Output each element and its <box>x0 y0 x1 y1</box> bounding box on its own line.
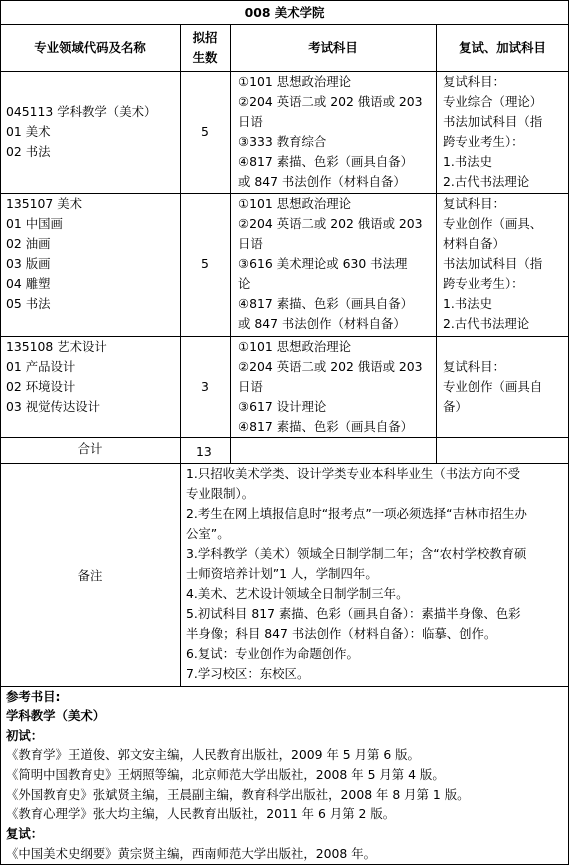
row1-retest-line: 2.古代书法理论 <box>443 174 530 189</box>
row3-exam-line: ①101 思想政治理论 <box>238 339 352 354</box>
notes-label: 备注 <box>77 568 103 583</box>
notes-line: 3.学科教学（美术）领域全日制学制二年；含“农村学校教育硕 <box>186 546 527 561</box>
header-plan-line1: 拟招 <box>192 30 218 45</box>
row3-code-line: 02 环境设计 <box>6 379 76 394</box>
rule-col2 <box>230 24 231 463</box>
row2-retest-line: 复试科目： <box>443 196 505 211</box>
row2-exam-line: ④817 素描、色彩（画具自备） <box>238 296 413 311</box>
reference-book: 《中国美术史纲要》黄宗贤主编，西南师范大学出版社，2008 年。 <box>6 846 377 861</box>
row1-retest-line: 书法加试科目（指 <box>443 114 543 129</box>
row2-exam-line: 或 847 书法创作（材料自备） <box>238 316 406 331</box>
notes-line: 专业限制）。 <box>186 486 255 501</box>
table-title: 008 美术学院 <box>244 5 325 20</box>
row1-code-line: 02 书法 <box>6 144 51 159</box>
row1-exam-line: ③333 教育综合 <box>238 134 327 149</box>
rule-col3 <box>436 24 437 463</box>
row2-retest-line: 材料自备） <box>443 236 505 251</box>
header-retest: 复试、加试科目 <box>459 40 546 55</box>
notes-line: 7.学习校区：东校区。 <box>186 666 310 681</box>
notes-line: 2.考生在网上填报信息时“报考点”一项必须选择“吉林市招生办 <box>186 506 527 521</box>
row2-exam-line: ①101 思想政治理论 <box>238 196 352 211</box>
rule-notes-bottom <box>0 686 569 687</box>
header-plan-line2: 生数 <box>192 50 218 65</box>
row1-plan: 5 <box>201 124 209 139</box>
row3-exam-line: ④817 素描、色彩（画具自备） <box>238 419 413 434</box>
notes-line: 公室”。 <box>186 526 230 541</box>
row2-exam-line: ②204 英语二或 202 俄语或 203 <box>238 216 423 231</box>
row2-exam-line: ③616 美术理论或 630 书法理 <box>238 256 408 271</box>
references-subheading: 学科教学（美术） <box>6 708 106 723</box>
total-value: 13 <box>196 444 212 459</box>
references-heading: 参考书目: <box>6 689 61 704</box>
references-retest-label: 复试： <box>6 826 44 841</box>
row2-retest-line: 书法加试科目（指 <box>443 256 543 271</box>
notes-line: 半身像；科目 847 书法创作（材料自备）：临摹、创作。 <box>186 626 497 641</box>
row3-code-line: 03 视觉传达设计 <box>6 399 101 414</box>
row3-exam-line: 日语 <box>238 379 263 394</box>
row2-retest-line: 专业创作（画具、 <box>443 216 543 231</box>
header-code: 专业领域代码及名称 <box>34 40 146 55</box>
row1-exam-line: ①101 思想政治理论 <box>238 74 352 89</box>
row2-code-line: 135107 美术 <box>6 196 83 211</box>
notes-line: 5.初试科目 817 素描、色彩（画具自备）：素描半身像、色彩 <box>186 606 521 621</box>
row1-code-line: 01 美术 <box>6 124 51 139</box>
row3-exam-line: ②204 英语二或 202 俄语或 203 <box>238 359 423 374</box>
row3-code-line: 01 产品设计 <box>6 359 76 374</box>
row1-exam-line: ④817 素描、色彩（画具自备） <box>238 154 413 169</box>
row1-retest-line: 跨专业考生）： <box>443 134 524 149</box>
reference-book: 《外国教育史》张斌贤主编，王晨副主编，教育科学出版社，2008 年 8 月第 1 版。 <box>6 787 470 802</box>
row2-exam-line: 论 <box>238 276 251 291</box>
row2-retest-line: 跨专业考生）： <box>443 276 524 291</box>
references-initial-label: 初试： <box>6 728 44 743</box>
rule-row3-bottom <box>0 437 569 438</box>
row1-retest-line: 1.书法史 <box>443 154 492 169</box>
row3-retest-line: 复试科目： <box>443 359 505 374</box>
row1-exam-line: 或 847 书法创作（材料自备） <box>238 174 406 189</box>
row1-code-line: 045113 学科教学（美术） <box>6 104 157 119</box>
row3-retest-line: 备） <box>443 399 468 414</box>
notes-line: 4.美术、艺术设计领域全日制学制三年。 <box>186 586 409 601</box>
row2-code-line: 04 雕塑 <box>6 276 51 291</box>
notes-line: 士师资培养计划”1 人，学制四年。 <box>186 566 378 581</box>
row3-exam-line: ③617 设计理论 <box>238 399 327 414</box>
notes-line: 6.复试：专业创作为命题创作。 <box>186 646 359 661</box>
row1-exam-line: 日语 <box>238 114 263 129</box>
row2-plan: 5 <box>201 256 209 271</box>
reference-book: 《教育学》王道俊、郭文安主编，人民教育出版社，2009 年 5 月第 6 版。 <box>6 747 420 762</box>
rule-title-bottom <box>0 24 569 25</box>
row1-retest-line: 复试科目： <box>443 74 505 89</box>
row1-exam-line: ②204 英语二或 202 俄语或 203 <box>238 94 423 109</box>
row2-retest-line: 2.古代书法理论 <box>443 316 530 331</box>
row2-code-line: 05 书法 <box>6 296 51 311</box>
header-exam: 考试科目 <box>308 40 358 55</box>
row2-code-line: 02 油画 <box>6 236 51 251</box>
total-label: 合计 <box>77 441 103 456</box>
row3-code-line: 135108 艺术设计 <box>6 339 107 354</box>
reference-book: 《简明中国教育史》王炳照等编，北京师范大学出版社，2008 年 5 月第 4 版。 <box>6 767 445 782</box>
row3-plan: 3 <box>201 379 209 394</box>
reference-book: 《教育心理学》张大均主编，人民教育出版社，2011 年 6 月第 2 版。 <box>6 806 396 821</box>
row2-code-line: 03 版画 <box>6 256 51 271</box>
row3-retest-line: 专业创作（画具自 <box>443 379 543 394</box>
row1-retest-line: 专业综合（理论） <box>443 94 543 109</box>
row2-retest-line: 1.书法史 <box>443 296 492 311</box>
notes-line: 1.只招收美术学类、设计学类专业本科毕业生（书法方向不受 <box>186 466 520 481</box>
row2-exam-line: 日语 <box>238 236 263 251</box>
row2-code-line: 01 中国画 <box>6 216 63 231</box>
